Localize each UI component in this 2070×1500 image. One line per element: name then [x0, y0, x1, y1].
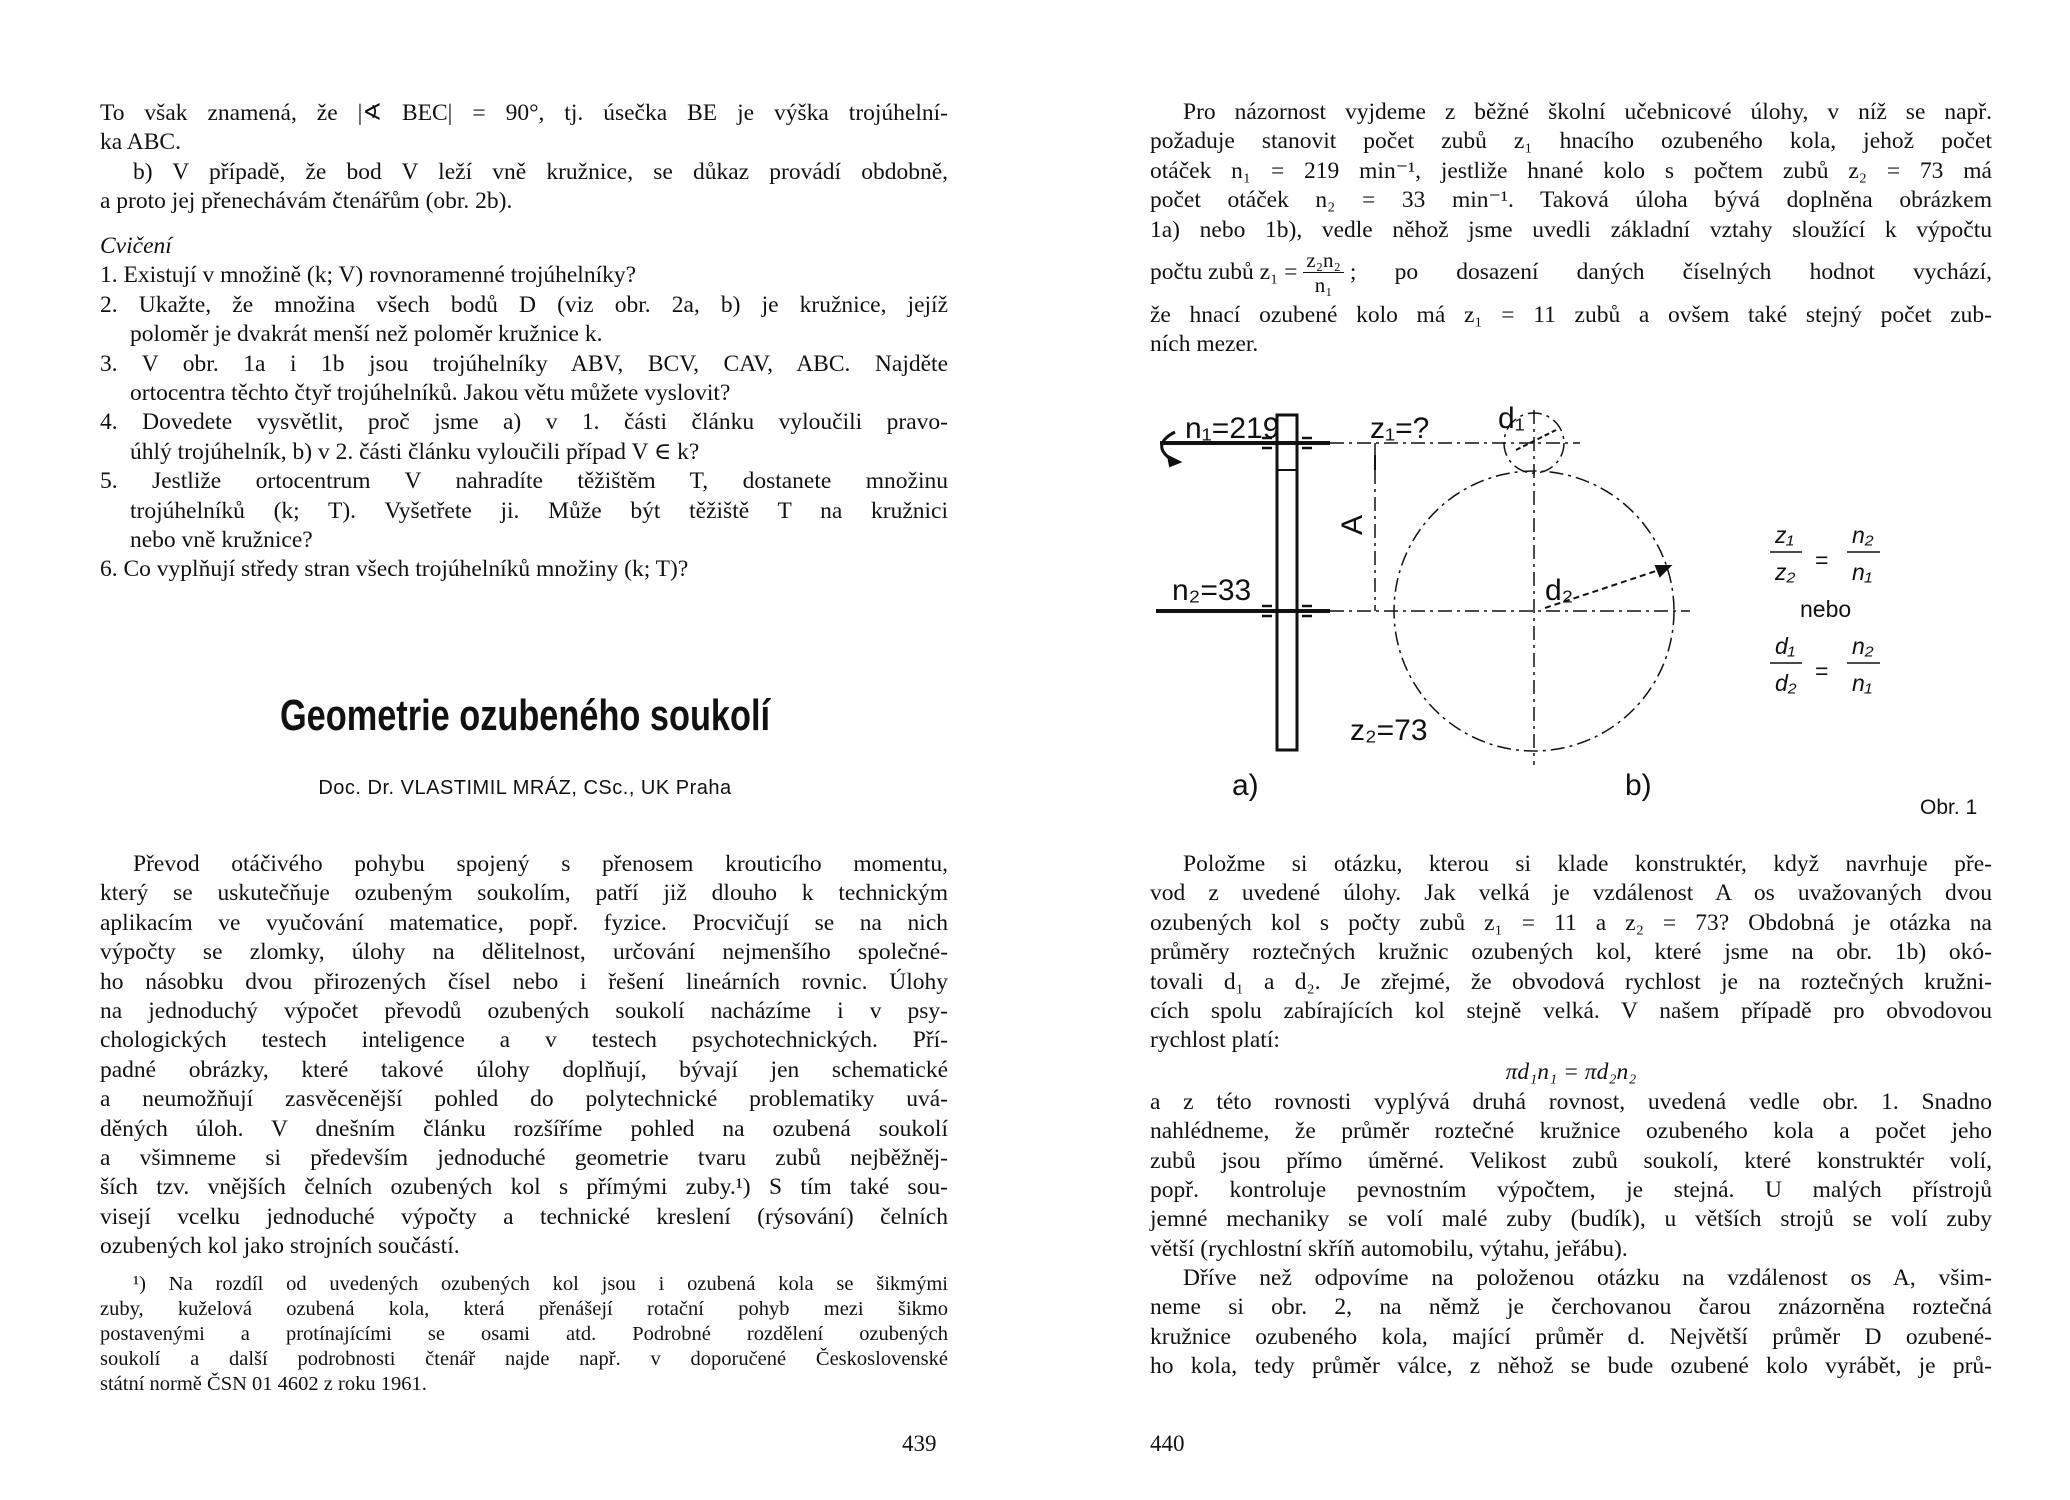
body-lines-b: [1150, 1088, 1992, 1264]
fraction-pre: počtu zubů z₁ =: [1150, 259, 1298, 286]
text-line: ších tzv. vnějších čelních ozubených kol s přímými zuby.¹) S tím také sou-: [100, 1174, 948, 1201]
text-line: b) V případě, že bod V leží vně kružnice, se důkaz provádí obdobně,: [133, 158, 948, 185]
article-title: Geometrie ozubeného soukolí: [279, 691, 771, 740]
velocity-formula: πd₁n₁ = πd₂n₂: [1505, 1058, 1637, 1085]
f1-right-den: n₁: [1852, 559, 1873, 585]
text-line: vod z uvedené úlohy. Jak velká je vzdálenost A os uvažovaných dvou: [1150, 880, 1992, 907]
text-line: Položme si otázku, kterou si klade konstruktér, když navrhuje pře-: [1183, 851, 1992, 877]
right-article-body: [1150, 850, 1992, 1382]
figure-caption: Obr. 1: [1920, 796, 1978, 819]
f2-left-den: d₂: [1775, 670, 1797, 696]
text-line: 5. Jestliže ortocentrum V nahradíte těžištěm T, dostanete množinu: [100, 468, 948, 495]
text-line: 3. V obr. 1a i 1b jsou trojúhelníky ABV, BCV, CAV, ABC. Najděte: [100, 350, 948, 377]
text-line: Převod otáčivého pohybu spojený s přenosem krouticího momentu,: [133, 851, 948, 877]
text-line: 1. Existují v množině (k; V) rovnoramenné trojúhelníky?: [100, 262, 637, 289]
text-line: a z této rovnosti vyplývá druhá rovnost, uvedená vedle obr. 1. Snadno: [1150, 1088, 1992, 1115]
text-line: počet otáček n₂ = 33 min⁻¹. Taková úloha bývá doplněna obrázkem: [1150, 187, 1992, 214]
text-line: a proto jej přenechávám čtenářům (obr. 2b).: [100, 188, 513, 215]
text-line: ho kola, tedy průměr válce, z něhož se bude ozubené kolo vyrábět, je prů-: [1150, 1353, 1992, 1380]
text-line: nahlédneme, že průměr roztečné kružnice ozubeného kola a počet jeho: [1150, 1118, 1992, 1145]
text-line: zuby, kuželová ozubená kola, která přenášejí rotační pohyb mezi šikmo: [100, 1298, 948, 1320]
text-line: otáček n₁ = 219 min⁻¹, jestliže hnané kolo s počtem zubů z₂ = 73 má: [1150, 157, 1992, 184]
f2-eq: =: [1815, 658, 1829, 684]
text-line: ních mezer.: [1150, 331, 1259, 358]
f2-right-num: n₂: [1852, 633, 1874, 659]
fraction-denominator: n₁: [1314, 273, 1333, 298]
text-line: soukolí a další podrobnosti čtenář najde např. v doporučené Československé: [100, 1348, 948, 1370]
text-line: 4. Dovedete vysvětlit, proč jsme a) v 1. části článku vyloučili pravo-: [100, 409, 948, 436]
text-line: postavenými a protínajícími se osami atd. Podrobné rozdělení ozubených: [100, 1323, 948, 1345]
text-line: požaduje stanovit počet zubů z₁ hnacího ozubeného kola, jehož počet: [1150, 128, 1992, 155]
text-line: rychlost platí:: [1150, 1027, 1280, 1054]
text-line: státní normě ČSN 01 4602 z roku 1961.: [100, 1373, 427, 1395]
text-line: který se uskutečňuje ozubeným soukolím, patří již dlouho k technickým: [100, 880, 948, 907]
text-line: visejí vcelku jednoduché výpočty a technické kreslení (rýsování) čelních: [100, 1203, 948, 1230]
text-line: cích spolu zabírajících kol stejně velká. V našem případě pro obvodovou: [1150, 997, 1992, 1024]
exercises-heading: Cvičení: [100, 233, 172, 259]
text-line: ka ABC.: [100, 129, 181, 156]
label-d2: d₂: [1545, 574, 1574, 607]
gear-a-shaft-body: [1277, 415, 1297, 750]
text-line: že hnací ozubené kolo má z₁ = 11 zubů a ovšem také stejný počet zub-: [1150, 301, 1992, 328]
text-line: popř. kontroluje pevnostním výpočtem, je stejná. U malých přístrojů: [1150, 1176, 1992, 1203]
label-A: A: [1336, 514, 1369, 535]
f2-left-num: d₁: [1775, 633, 1796, 659]
text-line: chologických testech inteligence a v testech psychotechnických. Pří-: [100, 1027, 948, 1054]
text-line: výpočty se zlomky, úlohy na dělitelnost, určování nejmenšího společné-: [100, 939, 948, 966]
text-line: neme si obr. 2, na němž je čerchovanou čarou znázorněna roztečná: [1150, 1294, 1992, 1321]
text-line: na jednoduchý výpočet převodů ozubených soukolí nacházíme i v psy-: [100, 997, 948, 1024]
f1-left-num: z₁: [1775, 522, 1794, 548]
text-line: trojúhelníků (k; T). Vyšetřete ji. Může být těžiště T na kružnici: [130, 497, 948, 524]
text-line: a neumožňují zasvěcenější pohled do polytechnické problematiky uvá-: [100, 1086, 948, 1113]
label-b: b): [1625, 769, 1652, 802]
page-number-right: 440: [1150, 1431, 1185, 1456]
text-line: ortocentra těchto čtyř trojúhelníků. Jakou větu můžete vyslovit?: [130, 379, 731, 406]
text-line: nebo vně kružnice?: [130, 526, 313, 553]
text-line: jemné mechaniky se volí malé zuby (budík), u větších strojů se volí zuby: [1150, 1206, 1992, 1233]
fraction-post: ; po dosazení daných číselných hodnot vychází,: [1349, 259, 1992, 286]
text-line: kružnice ozubeného kola, mající průměr d. Největší průměr D ozubené-: [1150, 1323, 1992, 1350]
text-line: ho násobku dvou přirozených čísel nebo i řešení lineárních rovnic. Úlohy: [100, 968, 948, 995]
body-lines-c: [1150, 1264, 1992, 1382]
label-n1: n₁=219: [1185, 412, 1280, 445]
text-line: Pro názornost vyjdeme z běžné školní učebnicové úlohy, v níž se např.: [1183, 99, 1992, 125]
text-line: 2. Ukažte, že množina všech bodů D (viz obr. 2a, b) je kružnice, jejíž: [100, 291, 948, 318]
text-line: a všimneme si především jednoduché geometrie tvaru zubů nejběžněj-: [100, 1144, 948, 1171]
text-line: 6. Co vyplňují středy stran všech trojúhelníků množiny (k; T)?: [100, 556, 689, 583]
text-line: ¹) Na rozdíl od uvedených ozubených kol jsou i ozubená kola se šikmými: [133, 1273, 948, 1295]
text-line: zubů jsou přímo úměrné. Velikost zubů soukolí, které konstruktér volí,: [1150, 1147, 1992, 1174]
text-line: 1a) nebo 1b), vedle něhož jsme uvedli základní vztahy sloužící k výpočtu: [1150, 216, 1992, 243]
text-line: úhlý trojúhelník, b) v 2. části článku vyloučili případ V ∈ k?: [130, 438, 700, 465]
body-lines-a: [1150, 850, 1992, 1056]
text-line: To však znamená, že |∢ BEC| = 90°, tj. úsečka BE je výška trojúhelní-: [100, 100, 948, 126]
text-line: větší (rychlostní skříň automobilu, výtahu, jeřábu).: [1150, 1235, 1628, 1262]
article-author: Doc. Dr. VLASTIMIL MRÁZ, CSc., UK Praha: [318, 777, 732, 799]
f1-left-den: z₂: [1775, 559, 1796, 585]
text-line: padné obrázky, které takové úlohy doplňují, bývají jen schematické: [100, 1056, 948, 1083]
text-line: děných úloh. V dnešním článku rozšíříme pohled na ozubená soukolí: [100, 1115, 948, 1142]
label-d1: d₁: [1498, 402, 1525, 435]
text-line: aplikacím ve vyučování matematice, popř. fyzice. Procvičují se na nich: [100, 909, 948, 936]
text-line: ozubených kol jako strojních součástí.: [100, 1233, 460, 1260]
f1-right-num: n₂: [1852, 522, 1874, 548]
text-line: ozubených kol s počty zubů z₁ = 11 a z₂ = 73? Obdobná je otázka na: [1150, 909, 1992, 936]
page-number-left: 439: [902, 1431, 937, 1456]
text-line: poloměr je dvakrát menší než poloměr kružnice k.: [130, 321, 603, 348]
fraction-numerator: z₂n₂: [1303, 248, 1343, 273]
f1-eq: =: [1815, 547, 1829, 573]
text-line: Dříve než odpovíme na položenou otázku na vzdálenost os A, všim-: [1183, 1265, 1992, 1292]
label-or: nebo: [1800, 596, 1852, 622]
label-z2: z₂=73: [1350, 714, 1428, 747]
text-line: průměry roztečných kružnic ozubených kol, které jsme na obr. 1b) okó-: [1150, 939, 1992, 966]
f2-right-den: n₁: [1852, 670, 1873, 696]
text-line: tovali d₁ a d₂. Je zřejmé, že obvodová rychlost je na roztečných kružni-: [1150, 968, 1992, 995]
label-z1: z₁=?: [1370, 412, 1430, 445]
label-n2: n₂=33: [1172, 574, 1252, 607]
label-a: a): [1232, 769, 1259, 802]
